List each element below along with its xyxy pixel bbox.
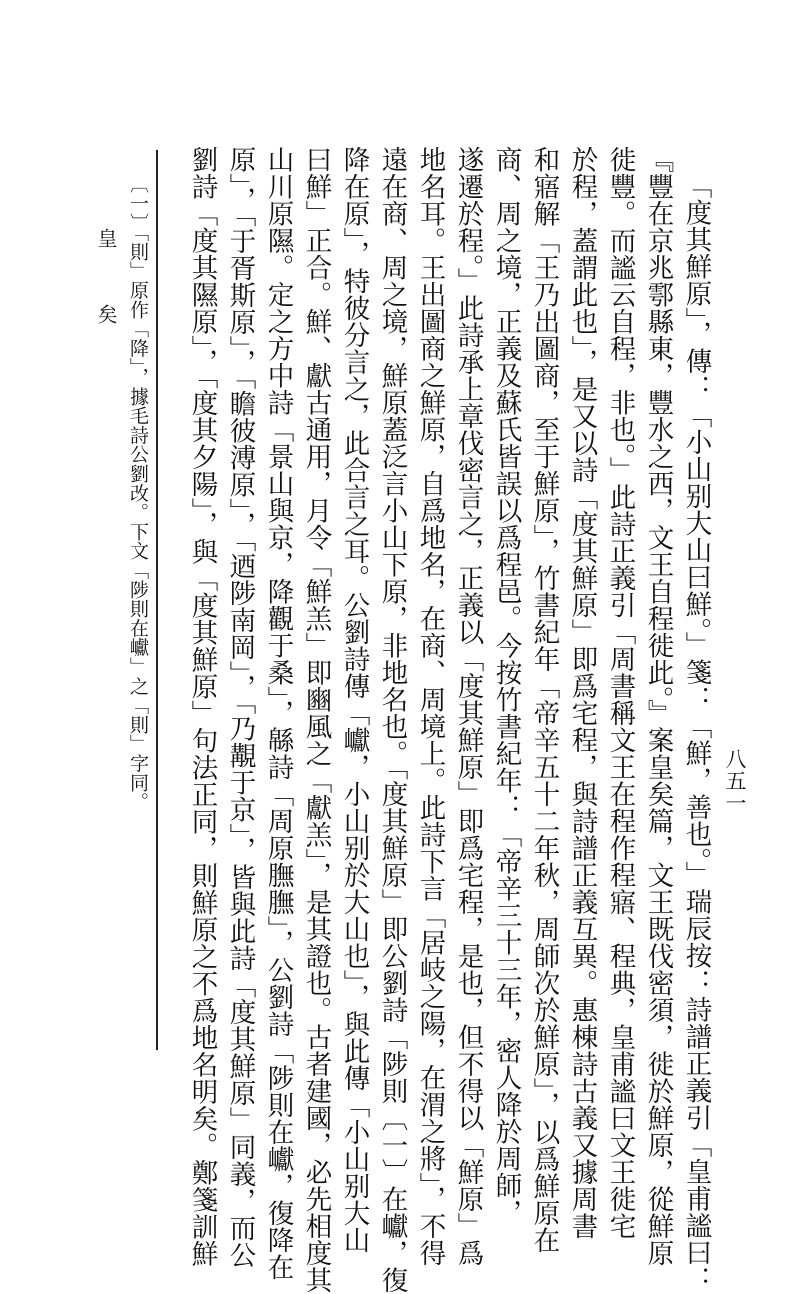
text-column: 原」，「于胥斯原」，「瞻彼溥原」，「迺陟南岡」，「乃覯于京」，皆與此詩「度其鮮原」同義，而公 xyxy=(224,146,256,1269)
text-column: 和寤解「王乃出圖商，至于鮮原」，竹書紀年「帝辛五十二年秋，周師次於鮮原」，以爲鮮原在 xyxy=(528,146,560,1254)
running-title: 皇 矣 xyxy=(94,228,118,342)
text-column: 遠在商、周之境，鮮原蓋泛言小山下原，非地名也。「度其鮮原」即公劉詩「陟則〔一〕在巘，復 xyxy=(376,146,408,1294)
text-column: 地名耳。王出圖商之鮮原，自爲地名，在商、周境上。此詩下言「居岐之陽，在渭之將」，不得 xyxy=(414,146,446,1267)
footnote-column: 〔一〕「則」原作「降」，據毛詩公劉改。下文「陟則在巘」之「則」字同。 xyxy=(127,174,149,812)
text-column: 降在原」，特彼分言之，此合言之耳。公劉詩傳「巘，小山别於大山也」，與此傳「小山别大山 xyxy=(338,146,370,1254)
text-column: 劉詩「度其隰原」，「度其夕陽」，與「度其鮮原」句法正同，則鮮原之不爲地名明矣。鄭箋訓鮮 xyxy=(186,146,218,1268)
text-column: 商、周之境，正義及蘇氏皆誤以爲程邑。今按竹書紀年：「帝辛三十三年，密人降於周師， xyxy=(490,146,522,1226)
text-column: 於程，蓋謂此也」，是又以詩「度其鮮原」即爲宅程，與詩譜正義互異。惠棟詩古義又據周書 xyxy=(566,146,598,1240)
text-column: 遂遷於程。」此詩承上章伐密言之，正義以「度其鮮原」即爲宅程，是也，但不得以「鮮原」爲 xyxy=(452,146,484,1267)
text-column: 『豐在京兆鄠縣東，豐水之西，文王自程徙此。』案皇矣篇，文王既伐密須，徙於鮮原，從鮮原 xyxy=(642,146,674,1267)
text-column: 山川原隰。定之方中詩「景山與京，降觀于桑」，緜詩「周原膴膴」，公劉詩「陟則在巘，復降在 xyxy=(262,146,294,1281)
text-column: 徙豐。而謐云自程，非也。」此詩正義引「周書稱文王在程作程寤、程典，皇甫謐曰文王徙宅 xyxy=(604,146,636,1240)
text-column: 「度其鮮原」，傳：「小山别大山曰鮮。」箋：「鮮，善也。」瑞辰按：詩譜正義引「皇甫謐曰： xyxy=(680,172,712,1294)
text-column: 曰鮮」正合。鮮、獻古通用，月令「鮮羔」即豳風之「獻羔」，是其證也。古者建國，必先相度其 xyxy=(300,146,332,1294)
footnote-divider xyxy=(156,150,158,1050)
page-number: 八五一 xyxy=(723,748,747,814)
